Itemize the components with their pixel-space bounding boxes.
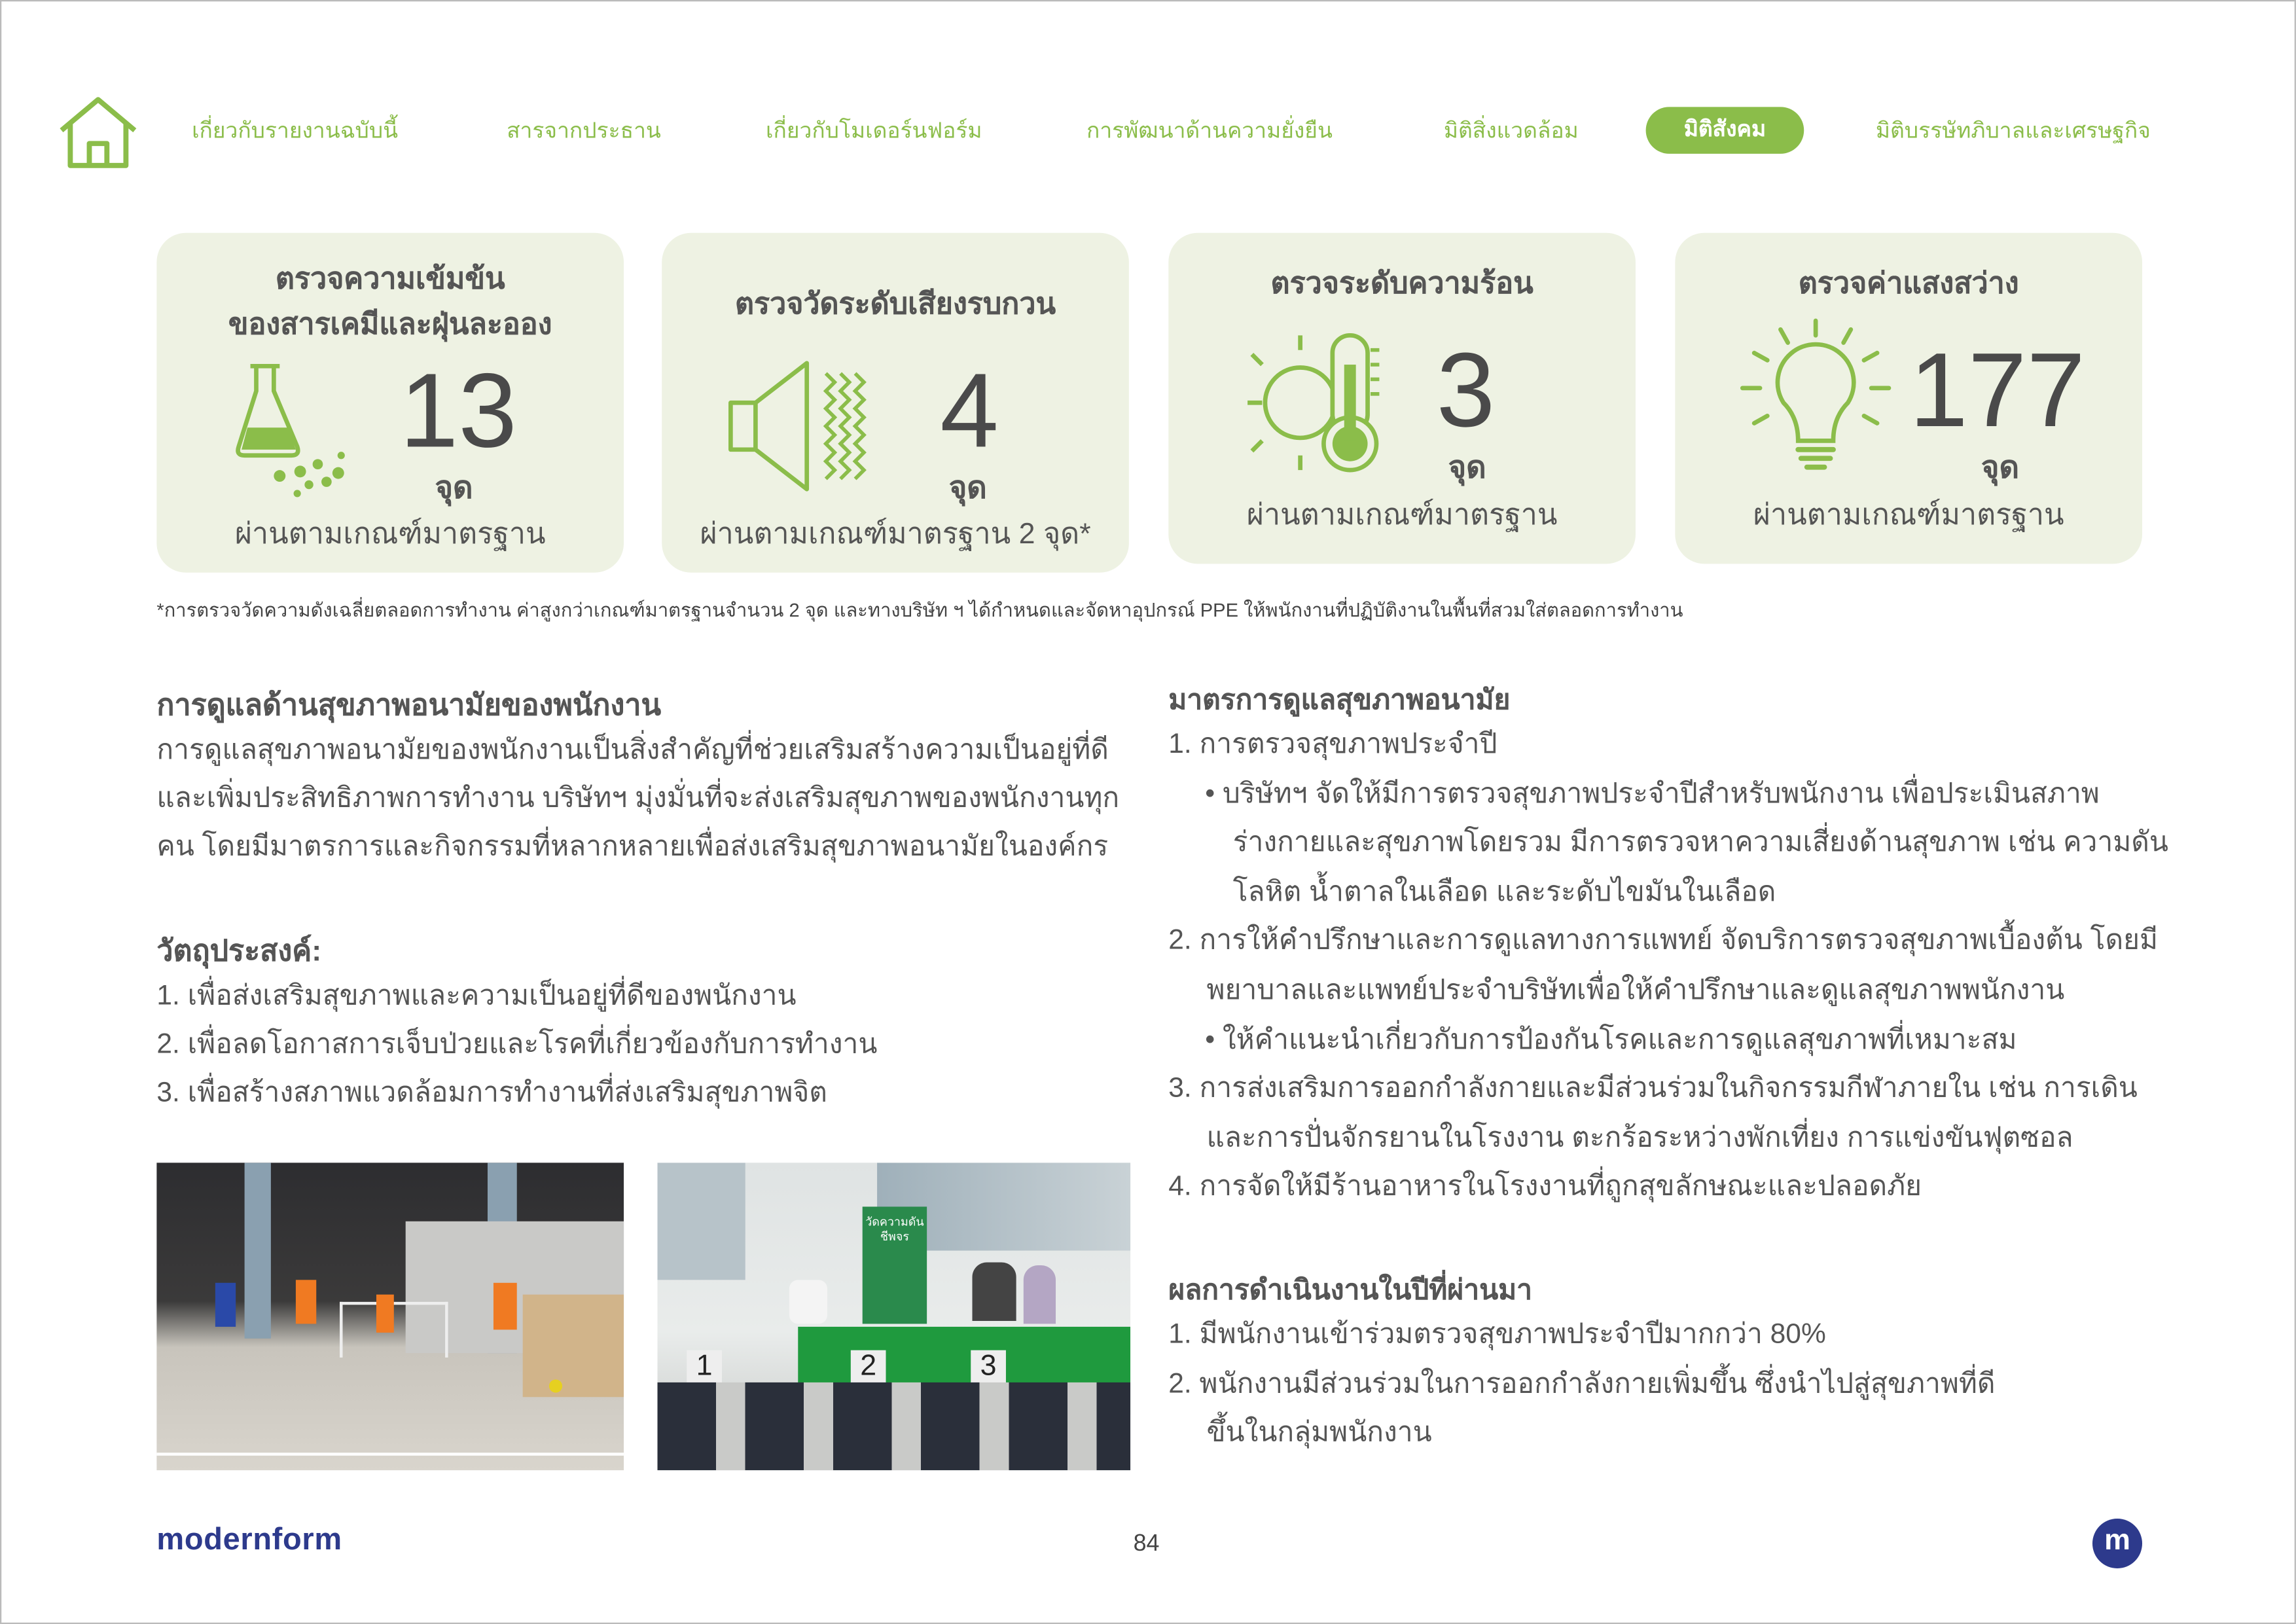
flask-icon [233, 362, 350, 509]
sun-thermometer-icon [1245, 329, 1386, 480]
bp-sign: วัดความดัน ชีพจร [863, 1206, 927, 1324]
list-item: ร่างกายและสุขภาพโดยรวม มีการตรวจหาความเสี่ยงด้านสุขภาพ เช่น ความดัน [1232, 827, 2168, 859]
brand-logo: modernform [156, 1523, 342, 1557]
list-item: 1. มีพนักงานเข้าร่วมตรวจสุขภาพประจำปีมากกว่า 80% [1168, 1319, 1826, 1350]
list-item: 1. การตรวจสุขภาพประจำปี [1168, 729, 1498, 761]
section-heading: การดูแลด้านสุขภาพอนามัยของพนักงาน [156, 689, 662, 722]
list-item: 2. การให้คำปรึกษาและการดูแลทางการแพทย์ จัดบริการตรวจสุขภาพเบื้องต้น โดยมี [1168, 926, 2159, 957]
photo-health-check [658, 1163, 1131, 1470]
lightbulb-icon [1740, 315, 1892, 480]
nav-chairman-message[interactable]: สารจากประธาน [507, 118, 661, 144]
card-title: ตรวจค่าแสงสว่าง [1798, 268, 2019, 300]
objectives-heading: วัตถุประสงค์: [156, 935, 322, 968]
card-unit: จุด [1981, 451, 2019, 485]
measures-heading: มาตรการดูแลสุขภาพอนามัย [1168, 685, 1511, 716]
list-item: และการปั่นจักรยานในโรงงาน ตะกร้อระหว่างพักเที่ยง การแข่งขันฟุตซอล [1206, 1123, 2073, 1154]
nav-governance-economy[interactable]: มิติบรรษัทภิบาลและเศรษฐกิจ [1875, 118, 2151, 144]
chair-number: 3 [971, 1350, 1006, 1388]
nav-sustainability[interactable]: การพัฒนาด้านความยั่งยืน [1086, 118, 1333, 144]
objective-item: 2. เพื่อลดโอกาสการเจ็บป่วยและโรคที่เกี่ยวข้องกับการทำงาน [156, 1029, 878, 1060]
intro-line: การดูแลสุขภาพอนามัยของพนักงานเป็นสิ่งสำคัญที่ช่วยเสริมสร้างความเป็นอยู่ที่ดี [156, 735, 1109, 767]
card-unit: จุด [1448, 451, 1486, 485]
intro-line: และเพิ่มประสิทธิภาพการทำงาน บริษัทฯ มุ่งมั่นที่จะส่งเสริมสุขภาพของพนักงานทุก [156, 783, 1120, 814]
chair-number: 1 [687, 1350, 722, 1388]
card-value: 13 [399, 353, 517, 471]
list-item: 2. พนักงานมีส่วนร่วมในการออกกำลังกายเพิ่มขึ้น ซึ่งนำไปสู่สุขภาพที่ดี [1168, 1368, 1996, 1399]
home-icon[interactable] [57, 95, 139, 175]
list-item: 3. การส่งเสริมการออกกำลังกายและมีส่วนร่วมในกิจกรรมกีฬาภายใน เช่น การเดิน [1168, 1074, 2138, 1105]
card-title: ตรวจระดับความร้อน [1270, 268, 1534, 300]
card-title: ของสารเคมีและฝุ่นละออง [228, 309, 552, 342]
card-heat [1168, 233, 1636, 564]
card-value: 3 [1436, 332, 1496, 450]
card-unit: จุด [435, 471, 473, 505]
nav-social-active[interactable]: มิติสังคม [1646, 107, 1804, 154]
card-note: ผ่านตามเกณฑ์มาตรฐาน [1246, 499, 1558, 532]
card-light [1675, 233, 2142, 564]
objective-item: 1. เพื่อส่งเสริมสุขภาพและความเป็นอยู่ที่ดีของพนักงาน [156, 981, 797, 1012]
objective-item: 3. เพื่อสร้างสภาพแวดล้อมการทำงานที่ส่งเสริมสุขภาพจิต [156, 1077, 827, 1109]
card-noise [662, 233, 1129, 573]
nav-about-report[interactable]: เกี่ยวกับรายงานฉบับนี้ [192, 118, 399, 144]
page-number: 84 [1133, 1532, 1160, 1557]
brand-circle-icon[interactable]: m [2092, 1519, 2142, 1568]
card-value: 4 [940, 353, 999, 471]
nav-about-modernform[interactable]: เกี่ยวกับโมเดอร์นฟอร์ม [766, 118, 982, 144]
list-item: โลหิต น้ำตาลในเลือด และระดับไขมันในเลือด [1232, 876, 1776, 908]
list-item: • บริษัทฯ จัดให้มีการตรวจสุขภาพประจำปีสำหรับพนักงาน เพื่อประเมินสภาพ [1205, 778, 2100, 810]
photo-futsal [156, 1163, 624, 1470]
results-heading: ผลการดำเนินงานในปีที่ผ่านมา [1168, 1275, 1533, 1307]
list-item: พยาบาลและแพทย์ประจำบริษัทเพื่อให้คำปรึกษาและดูแลสุขภาพพนักงาน [1206, 975, 2065, 1006]
intro-line: คน โดยมีมาตรการและกิจกรรมที่หลากหลายเพื่อส่งเสริมสุขภาพอนามัยในองค์กร [156, 831, 1109, 863]
card-value: 177 [1909, 332, 2086, 450]
nav-environment[interactable]: มิติสิ่งแวดล้อม [1443, 118, 1579, 144]
list-item: ขึ้นในกลุ่มพนักงาน [1206, 1418, 1432, 1449]
card-note: ผ่านตามเกณฑ์มาตรฐาน [1753, 499, 2064, 532]
list-item: 4. การจัดให้มีร้านอาหารในโรงงานที่ถูกสุขลักษณะและปลอดภัย [1168, 1172, 1922, 1203]
card-title: ตรวจวัดระดับเสียงรบกวน [735, 288, 1056, 321]
card-note: ผ่านตามเกณฑ์มาตรฐาน [234, 518, 546, 551]
footnote: *การตรวจวัดความดังเฉลี่ยตลอดการทำงาน ค่าสูงกว่าเกณฑ์มาตรฐานจำนวน 2 จุด และทางบริษัท ฯ ได้กำหนดและจัดหาอุปกรณ์ PPE ให้พนักงานที่ปฏิบัติงานในพื้นที่สวมใส่ตลอดการทำงาน [156, 599, 1683, 621]
card-unit: จุด [948, 471, 987, 505]
chair-number: 2 [851, 1350, 886, 1388]
card-chemical-dust [156, 233, 624, 573]
speaker-icon [726, 359, 867, 501]
list-item: • ให้คำแนะนำเกี่ยวกับการป้องกันโรคและการดูแลสุขภาพที่เหมาะสม [1205, 1024, 2017, 1056]
card-title: ตรวจความเข้มข้น [275, 263, 505, 296]
card-note: ผ่านตามเกณฑ์มาตรฐาน 2 จุด* [700, 518, 1091, 551]
